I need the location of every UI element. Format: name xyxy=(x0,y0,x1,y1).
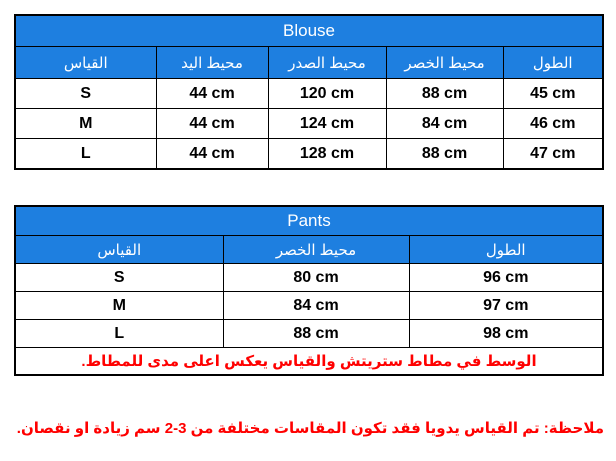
size-cell: M xyxy=(15,109,156,139)
blouse-row-m xyxy=(15,109,603,139)
pants-col-header-size: القياس xyxy=(15,236,223,264)
measurement-disclaimer-note: ملاحظة: تم القياس يدويا فقد تكون المقاسات مختلفة من 3-2 سم زيادة او نقصان. xyxy=(16,420,604,437)
value-cell: 96 cm xyxy=(409,264,603,292)
pants-col-header-length: الطول xyxy=(409,236,603,264)
blouse-col-header-waist-circumference: محيط الخصر xyxy=(386,47,503,79)
value-cell: 124 cm xyxy=(268,109,386,139)
blouse-col-header-chest-circumference: محيط الصدر xyxy=(268,47,386,79)
value-cell: 44 cm xyxy=(156,139,268,170)
size-cell: S xyxy=(15,264,223,292)
pants-header-row xyxy=(15,236,603,264)
blouse-title-row xyxy=(15,15,603,47)
value-cell: 47 cm xyxy=(503,139,603,170)
size-cell: S xyxy=(15,79,156,109)
pants-footnote-text: الوسط في مطاط ستريتش والقياس يعكس اعلى مدى للمطاط. xyxy=(15,348,603,376)
pants-size-table xyxy=(14,205,604,376)
value-cell: 46 cm xyxy=(503,109,603,139)
pants-col-header-waist-circumference: محيط الخصر xyxy=(223,236,409,264)
value-cell: 128 cm xyxy=(268,139,386,170)
pants-row-m xyxy=(15,292,603,320)
blouse-col-header-hand-circumference: محيط اليد xyxy=(156,47,268,79)
value-cell: 84 cm xyxy=(223,292,409,320)
size-cell: L xyxy=(15,320,223,348)
value-cell: 88 cm xyxy=(386,139,503,170)
size-cell: M xyxy=(15,292,223,320)
blouse-col-header-length: الطول xyxy=(503,47,603,79)
value-cell: 98 cm xyxy=(409,320,603,348)
pants-footnote-row xyxy=(15,348,603,376)
value-cell: 88 cm xyxy=(386,79,503,109)
blouse-size-table xyxy=(14,14,604,170)
blouse-row-l xyxy=(15,139,603,170)
blouse-col-header-size: القياس xyxy=(15,47,156,79)
value-cell: 45 cm xyxy=(503,79,603,109)
blouse-header-row xyxy=(15,47,603,79)
size-cell: L xyxy=(15,139,156,170)
pants-row-l xyxy=(15,320,603,348)
blouse-table-title: Blouse xyxy=(15,15,603,47)
pants-row-s xyxy=(15,264,603,292)
value-cell: 120 cm xyxy=(268,79,386,109)
value-cell: 44 cm xyxy=(156,79,268,109)
value-cell: 88 cm xyxy=(223,320,409,348)
blouse-row-s xyxy=(15,79,603,109)
pants-table-title: Pants xyxy=(15,206,603,236)
value-cell: 84 cm xyxy=(386,109,503,139)
pants-title-row xyxy=(15,206,603,236)
value-cell: 80 cm xyxy=(223,264,409,292)
value-cell: 44 cm xyxy=(156,109,268,139)
value-cell: 97 cm xyxy=(409,292,603,320)
